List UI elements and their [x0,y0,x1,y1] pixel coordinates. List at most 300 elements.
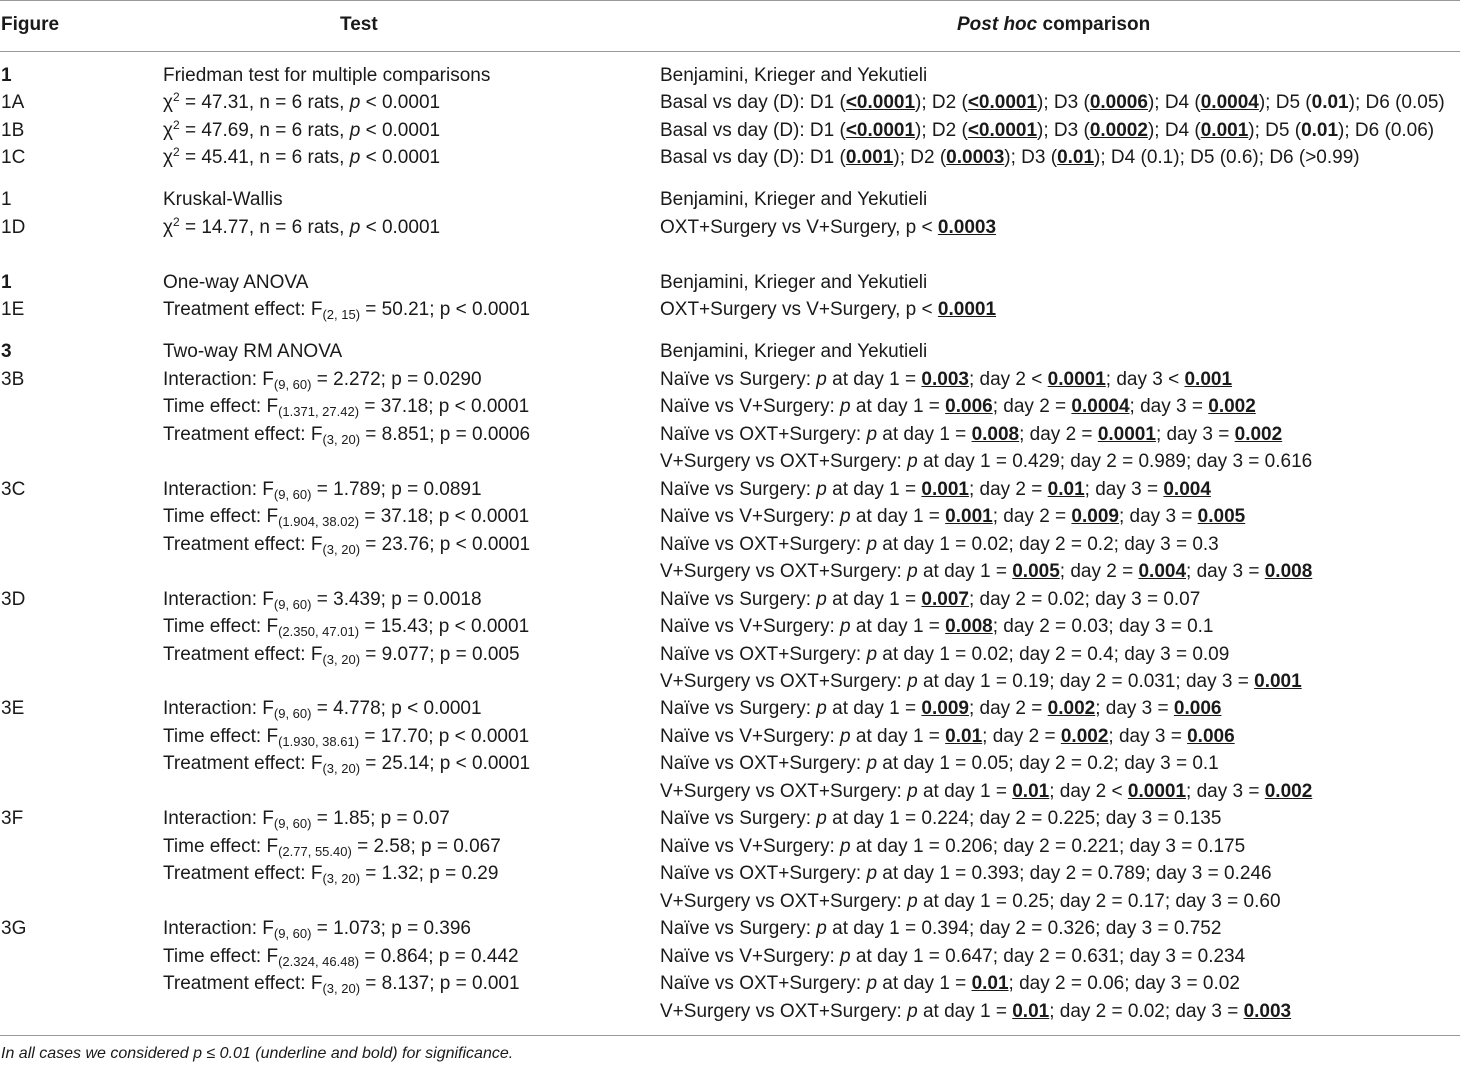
cell-segment: ; day 2 = [968,698,1048,719]
cell-segment: p [349,92,361,113]
cell-segment: Naïve vs Surgery: [660,479,817,500]
cell-segment: Treatment effect: F [163,644,323,665]
cell-segment: 0.01 [971,973,1009,994]
cell-segment: p [866,644,878,665]
cell-segment: at day 1 = 0.429; day 2 = 0.989; day 3 = 0.616 [917,451,1313,472]
test-cell [163,369,482,391]
test-cell [163,341,342,363]
cell-segment: = 17.70; p < 0.0001 [359,726,530,747]
cell-segment: V+Surgery vs OXT+Surgery: [660,561,908,582]
post-hoc-cell [660,671,1302,693]
post-hoc-cell [660,1001,1291,1023]
post-hoc-cell [660,341,927,363]
post-hoc-cell [660,272,927,294]
cell-segment: p [816,589,827,610]
post-hoc-cell [660,589,1200,611]
cell-segment: 1A [1,92,25,113]
cell-segment: 1E [1,299,25,320]
figure-cell [1,92,24,114]
post-hoc-cell [660,946,1245,968]
cell-segment: Interaction: F [163,589,274,610]
cell-segment: 0.002 [1234,424,1283,445]
cell-segment: ; day 2 = [992,506,1072,527]
cell-segment: 0.0001 [1097,424,1156,445]
cell-segment: <0.0001 [967,120,1038,141]
cell-segment: (9, 60) [273,597,312,612]
cell-segment: p [816,369,827,390]
cell-segment: χ [163,92,173,113]
cell-segment: p [840,506,851,527]
cell-segment: Benjamini, Krieger and Yekutieli [660,272,928,293]
cell-segment: V+Surgery vs OXT+Surgery: [660,1001,908,1022]
post-hoc-cell [660,65,927,87]
cell-segment: ); D3 ( [1004,147,1058,168]
cell-segment: χ [163,120,173,141]
cell-segment: < 0.0001 [360,120,441,141]
test-cell [163,299,530,321]
cell-segment: p [907,1001,918,1022]
figure-cell [1,341,12,363]
cell-segment: 2 [172,118,180,132]
cell-segment: Naïve vs OXT+Surgery: [660,534,867,555]
header-post-hoc-italic: Post hoc [957,14,1038,35]
cell-segment: 0.002 [1047,698,1096,719]
cell-segment: = 23.76; p < 0.0001 [360,534,531,555]
cell-segment: Naïve vs Surgery: [660,589,817,610]
cell-segment: = 2.272; p = 0.0290 [311,369,482,390]
post-hoc-cell [660,753,1219,775]
cell-segment: 0.01 [1301,120,1339,141]
cell-segment: 0.002 [1060,726,1109,747]
cell-segment: at day 1 = [826,369,922,390]
cell-segment: Interaction: F [163,479,274,500]
cell-segment: p [816,918,827,939]
cell-segment: Naïve vs V+Surgery: [660,616,841,637]
cell-segment: Naïve vs V+Surgery: [660,506,841,527]
cell-segment: = 25.14; p < 0.0001 [360,753,531,774]
cell-segment: 0.002 [1264,781,1313,802]
cell-segment: (2, 15) [322,307,361,322]
cell-segment: at day 1 = 0.647; day 2 = 0.631; day 3 = 0.234 [850,946,1246,967]
post-hoc-cell [660,836,1245,858]
cell-segment: p [907,781,918,802]
cell-segment: 0.002 [1208,396,1256,417]
test-cell [163,973,520,995]
post-hoc-cell [660,299,996,321]
cell-segment: 0.0001 [937,299,997,320]
cell-segment: Treatment effect: F [163,424,323,445]
cell-segment: p [840,946,851,967]
test-cell [163,863,498,885]
cell-segment: ; day 2 = 0.03; day 3 = 0.1 [992,616,1214,637]
cell-segment: ; day 2 = [1059,561,1139,582]
cell-segment: Time effect: F [163,506,279,527]
figure-cell [1,217,25,239]
post-hoc-cell [660,698,1221,720]
cell-segment: 0.004 [1163,479,1211,500]
cell-segment: 1 [1,65,12,86]
test-cell [163,753,530,775]
cell-segment: at day 1 = [850,616,946,637]
cell-segment: ); D5 ( [1248,120,1302,141]
cell-segment: Basal vs day (D): D1 ( [660,92,846,113]
cell-segment: = 0.864; p = 0.442 [359,946,519,967]
cell-segment: p [349,217,361,238]
post-hoc-cell [660,973,1240,995]
cell-segment: Naïve vs OXT+Surgery: [660,863,867,884]
figure-cell [1,369,24,391]
cell-segment: = 15.43; p < 0.0001 [359,616,530,637]
cell-segment: 2 [172,145,180,159]
cell-segment: 0.006 [945,396,993,417]
cell-segment: at day 1 = 0.393; day 2 = 0.789; day 3 = 0.246 [877,863,1272,884]
cell-segment: <0.0001 [967,92,1038,113]
cell-segment: p [816,808,827,829]
cell-segment: Naïve vs Surgery: [660,698,817,719]
post-hoc-cell [660,147,1360,169]
cell-segment: 1 [1,189,12,210]
cell-segment: 0.001 [1200,120,1249,141]
cell-segment: = 8.851; p = 0.0006 [360,424,531,445]
cell-segment: at day 1 = [850,506,946,527]
test-cell [163,644,520,666]
cell-segment: 0.01 [1057,147,1095,168]
cell-segment: ); D3 ( [1037,120,1090,141]
cell-segment: χ [163,217,173,238]
cell-segment: Naïve vs OXT+Surgery: [660,753,867,774]
cell-segment: Treatment effect: F [163,534,323,555]
cell-segment: ); D5 ( [1258,92,1312,113]
cell-segment: p [349,147,361,168]
figure-cell [1,299,24,321]
cell-segment: Interaction: F [163,808,274,829]
cell-segment: p [816,479,827,500]
cell-segment: 0.01 [945,726,983,747]
cell-segment: 0.005 [1012,561,1060,582]
post-hoc-cell [660,918,1221,940]
test-cell [163,272,308,294]
cell-segment: Kruskal-Wallis [163,189,283,210]
cell-segment: ; day 2 = 0.02; day 3 = 0.07 [968,589,1201,610]
cell-segment: Naïve vs Surgery: [660,369,817,390]
figure-cell [1,147,25,169]
cell-segment: (1.904, 38.02) [278,514,360,529]
test-cell [163,189,283,211]
cell-segment: at day 1 = 0.25; day 2 = 0.17; day 3 = 0.60 [917,891,1281,912]
cell-segment: Naïve vs V+Surgery: [660,946,841,967]
cell-segment: 0.0001 [1127,781,1187,802]
cell-segment: Friedman test for multiple comparisons [163,65,491,86]
post-hoc-cell [660,891,1281,913]
post-hoc-cell [660,424,1282,446]
cell-segment: Treatment effect: F [163,299,323,320]
cell-segment: Naïve vs V+Surgery: [660,396,841,417]
cell-segment: Naïve vs OXT+Surgery: [660,644,867,665]
cell-segment: <0.0001 [845,120,916,141]
cell-segment: (2.324, 46.48) [278,954,360,969]
cell-segment: 0.01 [1311,92,1349,113]
cell-segment: p [866,424,878,445]
cell-segment: Interaction: F [163,369,274,390]
figure-cell [1,698,24,720]
cell-segment: = 1.85; p = 0.07 [311,808,450,829]
cell-segment: (9, 60) [273,487,312,502]
cell-segment: ; day 2 = [968,479,1048,500]
cell-segment: at day 1 = [850,396,946,417]
cell-segment: = 45.41, n = 6 rats, [179,147,350,168]
cell-segment: 0.009 [921,698,969,719]
cell-segment: 0.01 [1012,1001,1050,1022]
cell-segment: 0.0003 [946,147,1005,168]
post-hoc-cell [660,534,1219,556]
cell-segment: One-way ANOVA [163,272,309,293]
cell-segment: at day 1 = 0.206; day 2 = 0.221; day 3 = 0.175 [850,836,1246,857]
header-post-hoc [957,14,1150,36]
cell-segment: Basal vs day (D): D1 ( [660,120,846,141]
cell-segment: 0.007 [921,589,969,610]
cell-segment: at day 1 = 0.02; day 2 = 0.4; day 3 = 0.09 [877,644,1230,665]
cell-segment: Naïve vs Surgery: [660,808,817,829]
test-cell [163,534,530,556]
cell-segment: ); D4 (0.1); D5 (0.6); D6 (>0.99) [1094,147,1360,168]
cell-segment: at day 1 = [877,424,972,445]
test-cell [163,808,450,830]
cell-segment: 1C [1,147,26,168]
cell-segment: V+Surgery vs OXT+Surgery: [660,451,908,472]
cell-segment: (3, 20) [322,761,361,776]
header-test: Test [340,14,378,35]
cell-segment: p [840,396,851,417]
test-cell [163,946,519,968]
cell-segment: <0.0001 [845,92,916,113]
cell-segment: 0.005 [1197,506,1246,527]
cell-segment: (3, 20) [322,871,361,886]
cell-segment: 0.001 [1184,369,1233,390]
cell-segment: < 0.0001 [360,92,441,113]
cell-segment: 0.006 [1173,698,1222,719]
cell-segment: = 47.31, n = 6 rats, [179,92,350,113]
cell-segment: 0.001 [921,479,969,500]
cell-segment: ; day 3 = [1129,396,1209,417]
cell-segment: 3D [1,589,26,610]
cell-segment: 0.01 [1047,479,1085,500]
cell-segment: Naïve vs V+Surgery: [660,836,841,857]
table-footnote: In all cases we considered p ≤ 0.01 (underline and bold) for significance. [1,1045,514,1062]
test-cell [163,506,529,528]
cell-segment: p [840,726,851,747]
cell-segment: = 1.789; p = 0.0891 [311,479,482,500]
post-hoc-cell [660,451,1312,473]
cell-segment: ); D2 ( [915,120,968,141]
cell-segment: (1.930, 38.61) [278,734,360,749]
post-hoc-cell [660,217,996,239]
cell-segment: ; day 2 = 0.06; day 3 = 0.02 [1008,973,1240,994]
cell-segment: p [907,451,918,472]
cell-segment: (3, 20) [322,542,361,557]
cell-segment: 0.0004 [1200,92,1259,113]
cell-segment: Time effect: F [163,396,279,417]
post-hoc-cell [660,189,927,211]
cell-segment: Benjamini, Krieger and Yekutieli [660,65,928,86]
cell-segment: at day 1 = [917,781,1013,802]
cell-segment: 0.001 [845,147,894,168]
cell-segment: Interaction: F [163,918,274,939]
cell-segment: ); D3 ( [1037,92,1090,113]
cell-segment: Basal vs day (D): D1 ( [660,147,846,168]
cell-segment: Naïve vs V+Surgery: [660,726,841,747]
figure-cell [1,272,12,294]
cell-segment: at day 1 = [877,973,972,994]
figure-cell [1,479,25,501]
cell-segment: at day 1 = 0.394; day 2 = 0.326; day 3 = 0.752 [826,918,1222,939]
cell-segment: V+Surgery vs OXT+Surgery: [660,671,908,692]
cell-segment: (9, 60) [273,377,312,392]
cell-segment: p [816,698,827,719]
cell-segment: (9, 60) [273,926,312,941]
cell-segment: 3B [1,369,25,390]
cell-segment: (1.371, 27.42) [278,404,360,419]
test-cell [163,65,490,87]
cell-segment: = 3.439; p = 0.0018 [311,589,482,610]
cell-segment: ; day 2 = [992,396,1072,417]
cell-segment: Naïve vs OXT+Surgery: [660,973,867,994]
cell-segment: Treatment effect: F [163,973,323,994]
figure-cell [1,918,26,940]
cell-segment: 0.008 [971,424,1020,445]
cell-segment: 3E [1,698,25,719]
cell-segment: Two-way RM ANOVA [163,341,343,362]
cell-segment: < 0.0001 [360,147,441,168]
test-cell [163,396,529,418]
cell-segment: p [907,671,918,692]
post-hoc-cell [660,506,1245,528]
cell-segment: ; day 2 = [1019,424,1098,445]
cell-segment: at day 1 = 0.19; day 2 = 0.031; day 3 = [917,671,1255,692]
cell-segment: 0.001 [1254,671,1302,692]
cell-segment: = 37.18; p < 0.0001 [359,506,530,527]
cell-segment: (9, 60) [273,706,312,721]
cell-segment: = 9.077; p = 0.005 [360,644,520,665]
cell-segment: 0.01 [1012,781,1050,802]
cell-segment: at day 1 = [850,726,946,747]
cell-segment: = 1.073; p = 0.396 [311,918,471,939]
cell-segment: ; day 2 < [968,369,1048,390]
cell-segment: ); D6 (0.06) [1338,120,1435,141]
cell-segment: = 47.69, n = 6 rats, [179,120,350,141]
cell-segment: (9, 60) [273,816,312,831]
cell-segment: ; day 3 = [1186,781,1265,802]
cell-segment: at day 1 = [826,589,922,610]
post-hoc-cell [660,396,1256,418]
cell-segment: (2.350, 47.01) [278,624,360,639]
figure-cell [1,120,24,142]
post-hoc-cell [660,781,1312,803]
post-hoc-cell [660,726,1235,748]
cell-segment: ; day 3 = [1108,726,1188,747]
cell-segment: 0.0004 [1071,396,1130,417]
cell-segment: p [349,120,361,141]
cell-segment: ; day 3 = [1155,424,1235,445]
cell-segment: Treatment effect: F [163,753,323,774]
post-hoc-cell [660,369,1232,391]
cell-segment: ; day 3 = [1084,479,1164,500]
cell-segment: 3F [1,808,24,829]
cell-segment: 3 [1,341,12,362]
cell-segment: at day 1 = [826,698,922,719]
cell-segment: = 2.58; p = 0.067 [351,836,501,857]
table-header [0,0,1460,52]
header-figure: Figure [1,14,60,35]
cell-segment: at day 1 = [917,1001,1013,1022]
cell-segment: Benjamini, Krieger and Yekutieli [660,341,928,362]
cell-segment: p [840,836,851,857]
test-cell [163,918,471,940]
cell-segment: Benjamini, Krieger and Yekutieli [660,189,928,210]
figure-cell [1,189,12,211]
cell-segment: V+Surgery vs OXT+Surgery: [660,891,908,912]
cell-segment: (2.77, 55.40) [278,844,352,859]
cell-segment: ; day 2 = [982,726,1061,747]
post-hoc-cell [660,616,1214,638]
cell-segment: = 14.77, n = 6 rats, [179,217,350,238]
post-hoc-cell [660,863,1272,885]
cell-segment: = 8.137; p = 0.001 [360,973,520,994]
cell-segment: 1 [1,272,12,293]
post-hoc-cell [660,644,1229,666]
cell-segment: (3, 20) [322,981,361,996]
cell-segment: ); D2 ( [893,147,947,168]
cell-segment: 0.001 [945,506,993,527]
cell-segment: p [907,891,918,912]
cell-segment: Treatment effect: F [163,863,323,884]
cell-segment: ; day 3 = [1095,698,1174,719]
post-hoc-cell [660,120,1434,142]
figure-cell [1,65,12,87]
cell-segment: 1B [1,120,25,141]
figure-cell [1,808,23,830]
test-cell [163,479,482,501]
cell-segment: OXT+Surgery vs V+Surgery, p < [660,299,938,320]
cell-segment: ; day 3 < [1105,369,1185,390]
cell-segment: p [866,534,878,555]
cell-segment: at day 1 = 0.224; day 2 = 0.225; day 3 = 0.135 [826,808,1222,829]
cell-segment: = 4.778; p < 0.0001 [311,698,482,719]
cell-segment: at day 1 = [826,479,922,500]
cell-segment: p [840,616,851,637]
cell-segment: = 37.18; p < 0.0001 [359,396,530,417]
cell-segment: 0.003 [921,369,969,390]
test-cell [163,147,440,169]
cell-segment: 0.0006 [1089,92,1148,113]
cell-segment: p [866,973,878,994]
cell-segment: 0.0003 [937,217,997,238]
test-cell [163,217,440,239]
cell-segment: 0.008 [945,616,993,637]
header-post-hoc-rest: comparison [1037,14,1151,35]
cell-segment: (3, 20) [322,652,361,667]
cell-segment: (3, 20) [322,432,361,447]
cell-segment: Time effect: F [163,726,279,747]
cell-segment: at day 1 = 0.05; day 2 = 0.2; day 3 = 0.1 [877,753,1219,774]
cell-segment: 2 [172,90,180,104]
cell-segment: 0.0001 [1047,369,1106,390]
cell-segment: ; day 3 = [1186,561,1265,582]
test-cell [163,589,482,611]
cell-segment: 0.008 [1264,561,1313,582]
cell-segment: at day 1 = [917,561,1013,582]
test-cell [163,424,530,446]
post-hoc-cell [660,479,1211,501]
